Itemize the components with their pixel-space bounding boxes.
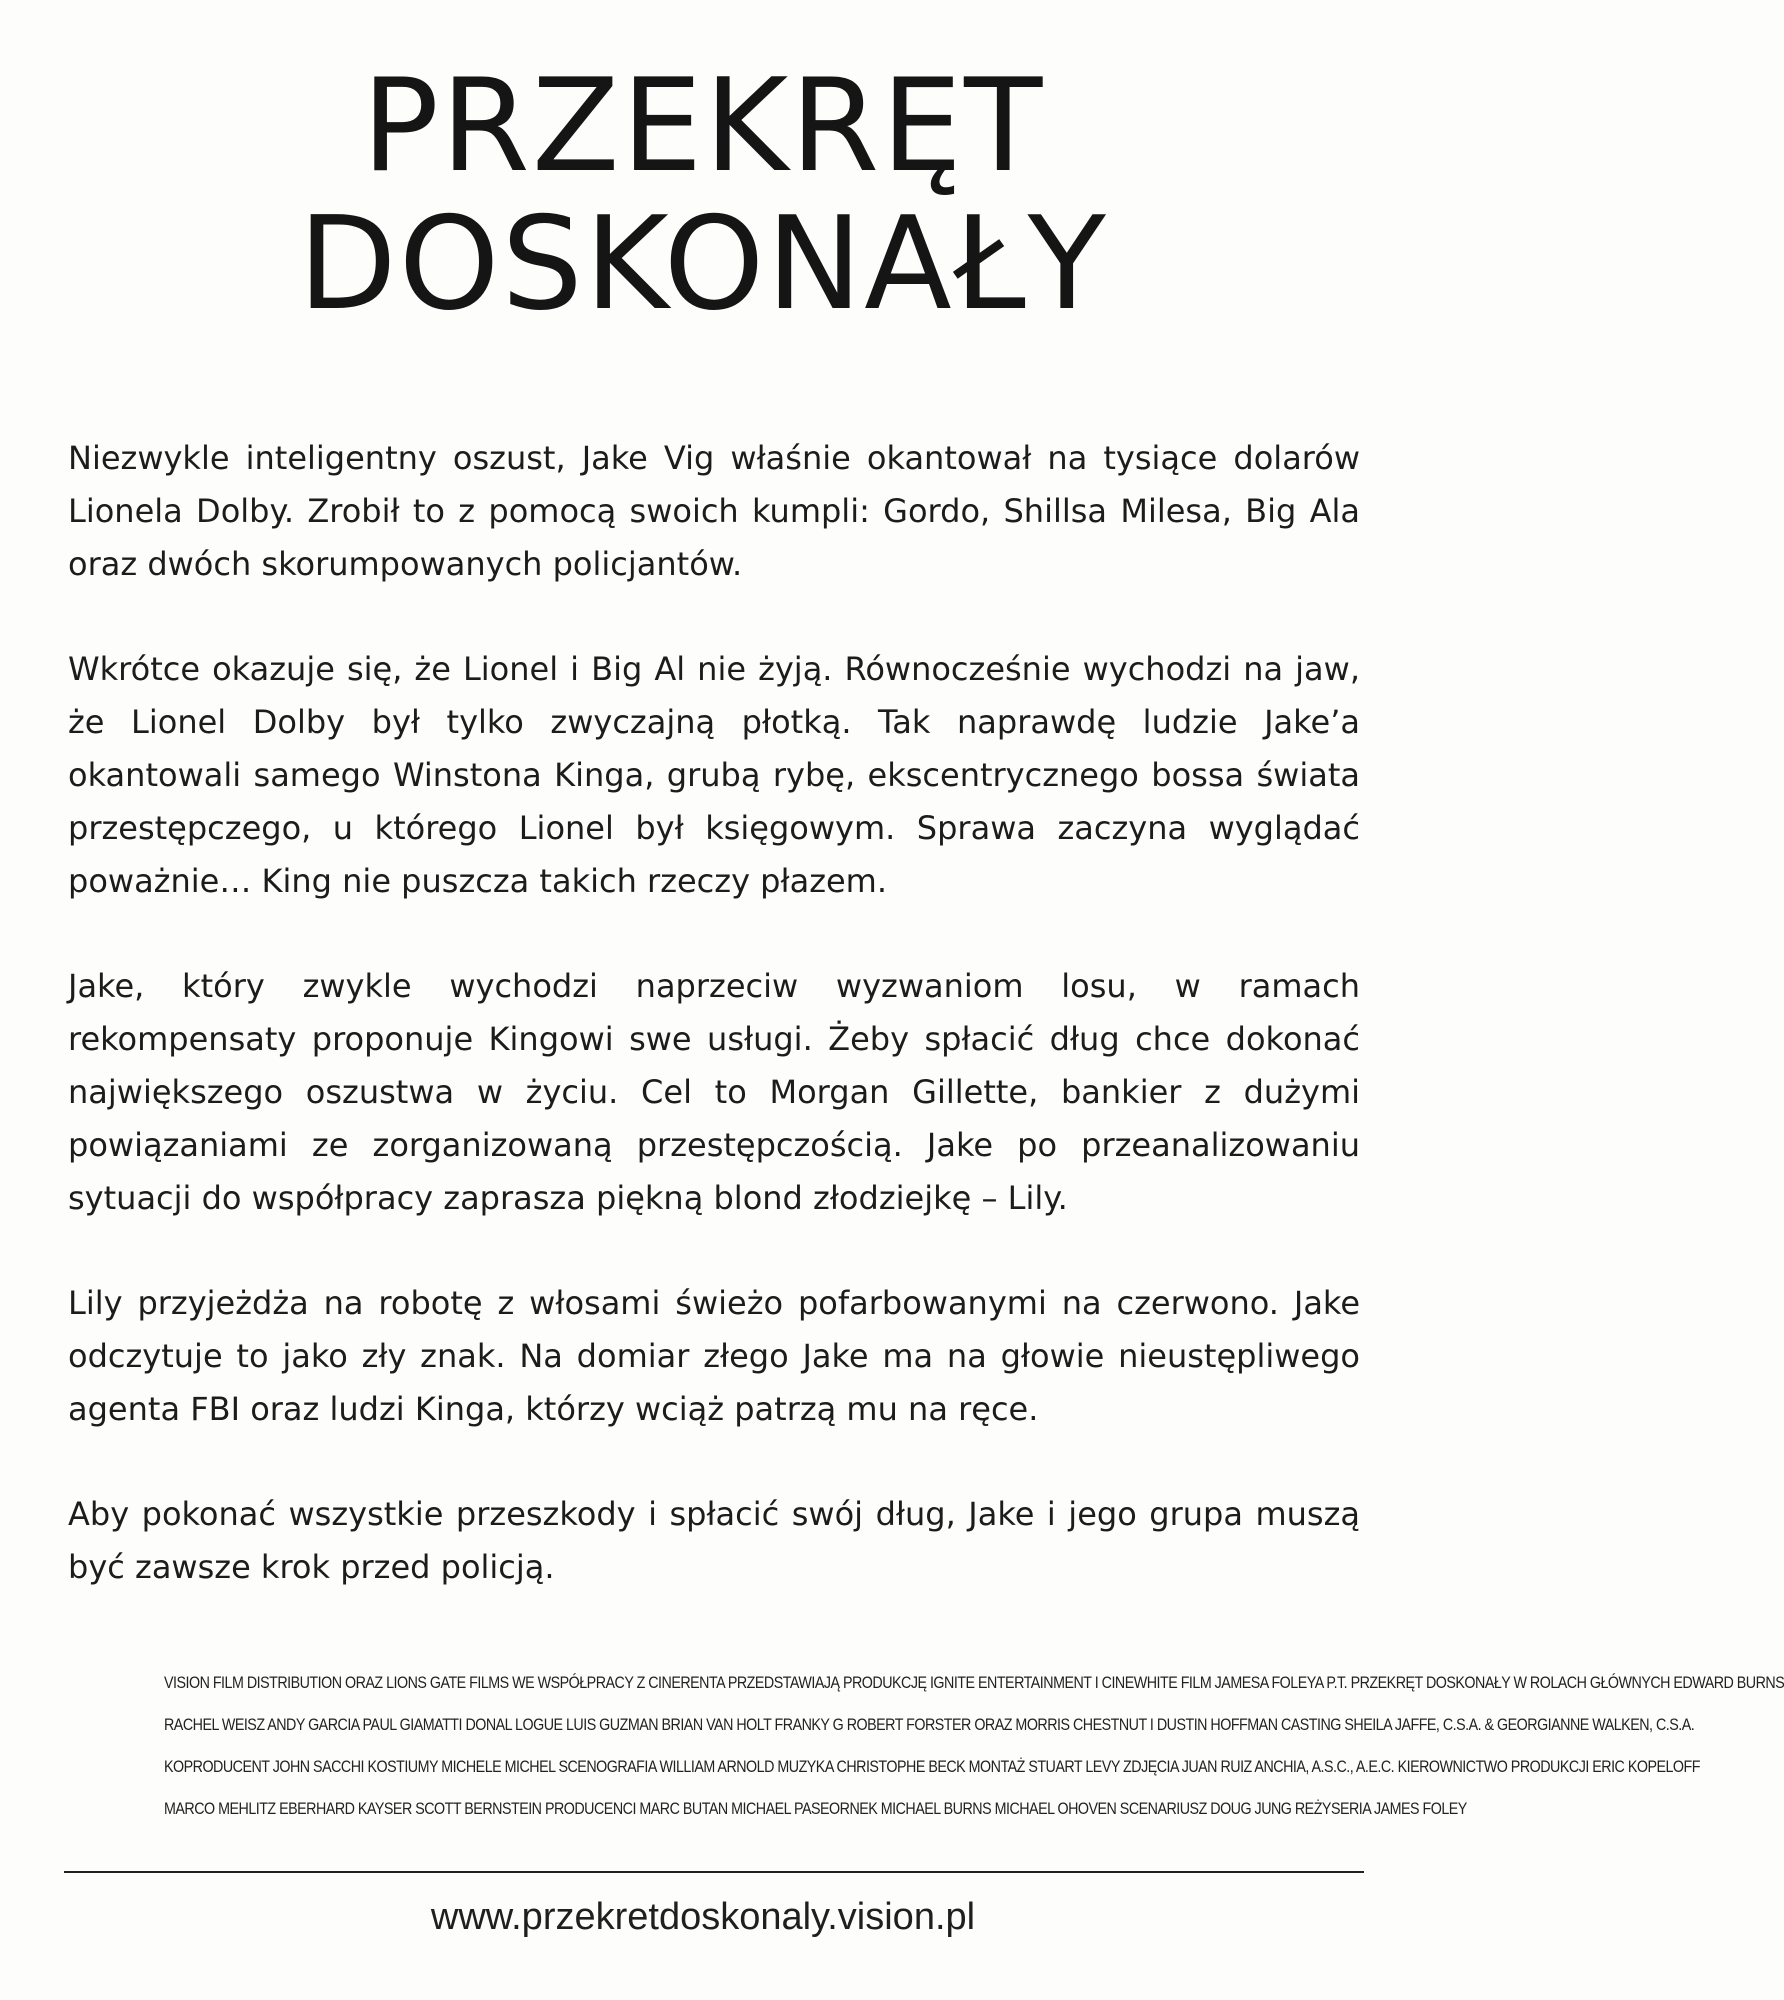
credits-line-4: MARCO MEHLITZ EBERHARD KAYSER SCOTT BERNSTEIN PRODUCENCI MARC BUTAN MICHAEL PASEORNEK MICHAEL BURNS MICHAEL OHOVEN SCENARIUSZ DOUG JUNG REŻYSERIA JAMES FOLEY [164, 1799, 1467, 1818]
synopsis-paragraph-5: Aby pokonać wszystkie przeszkody i spłacić swój dług, Jake i jego grupa muszą być zawsze krok przed policją. [68, 1495, 1360, 1586]
credits-line-3: KOPRODUCENT JOHN SACCHI KOSTIUMY MICHELE MICHEL SCENOGRAFIA WILLIAM ARNOLD MUZYKA CHRISTOPHE BECK MONTAŻ STUART LEVY ZDJĘCIA JUAN RUIZ ANCHIA, A.S.C., A.E.C. KIEROWNICTWO PRODUKCJI ERIC KOPELOFF [164, 1757, 1700, 1776]
credits-line-2: RACHEL WEISZ ANDY GARCIA PAUL GIAMATTI DONAL LOGUE LUIS GUZMAN BRIAN VAN HOLT FRANKY G ROBERT FORSTER ORAZ MORRIS CHESTNUT I DUSTIN HOFFMAN CASTING SHEILA JAFFE, C.S.A. & GEORGIANNE WALKEN, C.S.A. [164, 1715, 1695, 1734]
synopsis-paragraph-4: Lily przyjeżdża na robotę z włosami świeżo pofarbowanymi na czerwono. Jake odczytuje to jako zły znak. Na domiar złego Jake ma na głowie nieustępliwego agenta FBI oraz ludzi Kinga, którzy wciąż patrzą mu na ręce. [68, 1284, 1360, 1428]
page-title [0, 52, 1406, 339]
synopsis-paragraph-2: Wkrótce okazuje się, że Lionel i Big Al nie żyją. Równocześnie wychodzi na jaw, że Lionel Dolby był tylko zwyczajną płotką. Tak naprawdę ludzie Jake’a okantowali samego Winstona Kinga, grubą rybę, ekscentrycznego bossa świata przestępczego, u którego Lionel był księgowym. Sprawa zaczyna wyglądać poważnie… King nie puszcza takich rzeczy płazem. [68, 650, 1360, 900]
synopsis-paragraph-1: Niezwykle inteligentny oszust, Jake Vig właśnie okantował na tysiące dolarów Lionela Dolby. Zrobił to z pomocą swoich kumpli: Gordo, Shillsa Milesa, Big Ala oraz dwóch skorumpowanych policjantów. [68, 439, 1360, 583]
divider-line [64, 1871, 1364, 1873]
credits-block [164, 1662, 1784, 1830]
website-url: www.przekretdoskonaly.vision.pl [430, 1896, 976, 1938]
title-line-1: PRZEKRĘT [361, 52, 1045, 201]
credits-line-1: VISION FILM DISTRIBUTION ORAZ LIONS GATE FILMS WE WSPÓŁPRACY Z CINERENTA PRZEDSTAWIAJĄ PRODUKCJĘ IGNITE ENTERTAINMENT I CINEWHITE FILM JAMESA FOLEYA P.T. PRZEKRĘT DOSKONAŁY W ROLACH GŁÓWNYCH EDWARD BURNS [164, 1673, 1784, 1692]
synopsis [68, 432, 1360, 1646]
title-line-2: DOSKONAŁY [298, 190, 1108, 339]
synopsis-paragraph-3: Jake, który zwykle wychodzi naprzeciw wyzwaniom losu, w ramach rekompensaty proponuje Kingowi swe usługi. Żeby spłacić dług chce dokonać największego oszustwa w życiu. Cel to Morgan Gillette, bankier z dużymi powiązaniami ze zorganizowaną przestępczością. Jake po przeanalizowaniu sytuacji do współpracy zaprasza piękną blond złodziejkę – Lily. [68, 967, 1360, 1217]
